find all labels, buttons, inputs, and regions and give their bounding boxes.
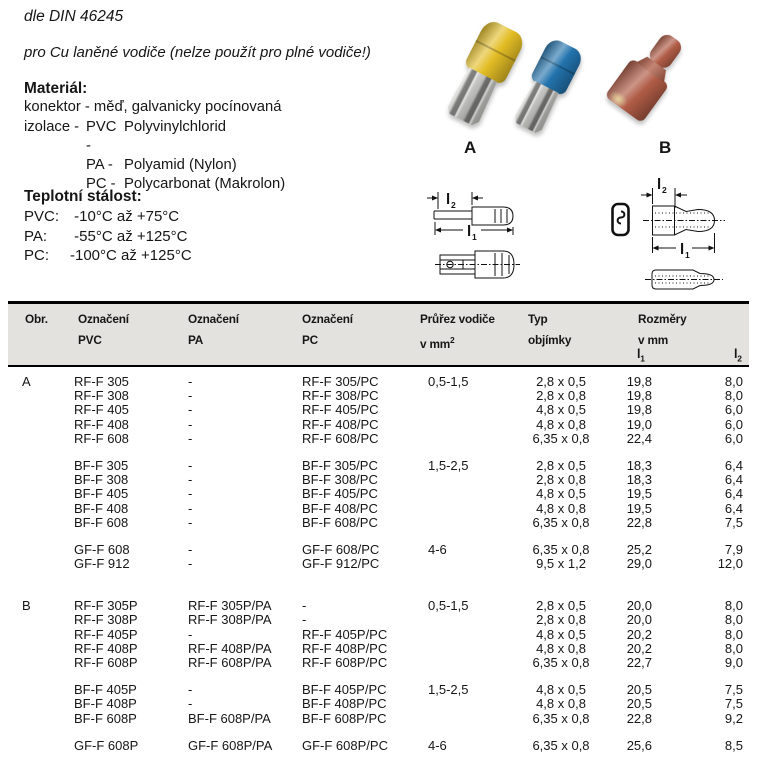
cell-prurez [414,613,510,627]
table-row [8,739,749,753]
cell-l2: 8,5 [724,737,743,753]
cell-pvc: RF-F 408 [74,416,129,432]
col-header-l1: $l_1$ [637,347,645,364]
insulation-name: Polyvinylchlorid [124,118,226,135]
cell-pa: - [188,457,193,473]
cell-obr [8,683,74,697]
cell-pvc: RF-F 405 [74,402,129,418]
cell-pa: - [188,500,193,516]
cell-pc: BF-F 408P/PC [302,696,387,712]
cell-l2: 6,4 [724,500,743,516]
cell-prurez [414,403,510,417]
cell-prurez: 4-6 [428,737,447,753]
cell-l2: 9,0 [724,655,743,670]
cell-prurez: 0,5-1,5 [428,598,469,614]
din-standard-note: dle DIN 46245 [24,8,124,25]
cell-l2: 8,0 [724,640,743,656]
temperature-title: Teplotní stálost: [24,188,142,205]
cell-l2: 8,0 [724,626,743,642]
temp-label: PVC: [24,207,60,225]
table-row [8,473,749,487]
cell-l1: 20,5 [626,696,652,712]
svg-text:l: l [467,223,472,240]
cell-pa: RF-F 608P/PA [188,655,272,670]
table-row [8,389,749,403]
cell-pvc: RF-F 308 [74,388,129,404]
cell-pa: - [188,626,193,642]
table-row [8,375,749,389]
cell-typ: 4,8 x 0,8 [536,696,586,712]
figure-label-a: A [464,138,477,157]
cell-pa: - [188,556,193,572]
col-header-prurez: Průřez vodiče v $mm^2$ [420,312,495,351]
usage-note: pro Cu laněné vodiče (nelze použít pro plné vodiče!) [24,44,371,61]
cell-pvc: BF-F 305 [74,457,129,473]
table-row [8,642,749,656]
cell-l1: 22,8 [626,710,652,726]
cell-prurez: 4-6 [428,541,447,557]
cell-pa: GF-F 608P/PA [188,737,273,753]
cell-obr [8,403,74,417]
table-row [8,516,749,530]
col-header-obr: Obr. [25,312,48,326]
insulation-abbr: PA - [86,157,113,174]
temperature-block [24,187,192,266]
cell-typ: 6,35 x 0,8 [532,514,590,530]
temperature-list [24,207,192,266]
cell-l2: 8,0 [724,374,743,389]
cell-l2: 9,2 [724,710,743,726]
cell-pa: - [188,374,193,389]
cell-pa: RF-F 308P/PA [188,612,272,628]
col-header-pa: Označení PA [188,312,239,347]
cell-l1: 20,0 [626,598,652,614]
table-row [8,683,749,697]
cell-pc: GF-F 912/PC [302,556,380,572]
cell-typ: 4,8 x 0,5 [536,626,586,642]
cell-pc: RF-F 408/PC [302,416,379,432]
cell-pvc: BF-F 308 [74,472,129,488]
cell-l1: 20,5 [626,682,652,698]
table-row [8,557,749,571]
temp-label: PA: [24,227,48,245]
temp-label: PC: [24,247,50,265]
cell-obr: A [22,374,31,389]
temp-value: -55°C až +125°C [70,227,188,245]
cell-l1: 18,3 [626,457,652,473]
cell-obr [8,557,74,571]
cell-pa: - [188,541,193,557]
cell-pa: - [188,486,193,502]
cell-pvc: GF-F 912 [74,556,130,572]
cell-pvc: BF-F 608 [74,514,129,530]
photo-terminal-brown [626,30,672,118]
cell-prurez [414,473,510,487]
cell-l1: 22,7 [626,655,652,670]
cell-l1: 18,3 [626,472,652,488]
cell-obr [8,418,74,432]
cell-obr [8,697,74,711]
cell-obr [8,712,74,726]
cell-l2: 6,0 [724,416,743,432]
svg-text:1: 1 [685,250,690,260]
cell-prurez [414,557,510,571]
cell-pa: - [188,472,193,488]
cell-l1: 19,8 [626,388,652,404]
svg-text:l: l [657,176,662,193]
photo-terminal-blue [528,40,566,133]
cell-obr [8,628,74,642]
cell-obr [8,459,74,473]
cell-l2: 8,0 [724,598,743,614]
svg-text:1: 1 [472,232,477,242]
cell-obr: B [22,598,31,614]
cell-pvc: BF-F 408 [74,500,129,516]
cell-pc: BF-F 308/PC [302,472,378,488]
table-row [8,599,749,613]
drawing-terminal-a [425,183,575,295]
cell-pc: BF-F 305/PC [302,457,378,473]
cell-l2: 12,0 [717,556,743,572]
table-row [8,613,749,627]
insulation-label: izolace - [24,118,80,135]
cell-obr [8,516,74,530]
cell-pvc: RF-F 305 [74,374,129,389]
cell-l1: 19,5 [626,500,652,516]
cell-prurez [414,656,510,670]
cell-prurez [414,642,510,656]
cell-l1: 20,0 [626,612,652,628]
table-row [8,628,749,642]
cell-prurez [414,697,510,711]
cell-l1: 29,0 [626,556,652,572]
cell-prurez [414,389,510,403]
material-block [24,79,285,195]
cell-pc: - [302,598,307,614]
cell-l1: 20,2 [626,626,652,642]
cell-l2: 7,5 [724,682,743,698]
table-group [8,375,749,446]
cell-pvc: BF-F 408P [74,696,137,712]
cell-obr [8,739,74,753]
cell-pc: RF-F 405/PC [302,402,379,418]
cell-pvc: RF-F 608 [74,430,129,446]
cell-obr [8,613,74,627]
col-header-l2: $l_2$ [734,347,742,364]
cell-pvc: BF-F 405P [74,682,137,698]
cell-typ: 4,8 x 0,5 [536,402,586,418]
table-row [8,712,749,726]
cell-obr [8,389,74,403]
table-group [8,543,749,571]
col-header-pc: Označení PC [302,312,353,347]
cell-pc: - [302,612,307,628]
cell-pc: BF-F 408/PC [302,500,378,516]
table-row [8,403,749,417]
cell-pc: BF-F 405P/PC [302,682,387,698]
cell-pa: - [188,682,193,698]
cell-l1: 20,2 [626,640,652,656]
cell-obr [8,502,74,516]
cell-pvc: RF-F 405P [74,626,138,642]
table-body [8,367,749,753]
cell-pa: RF-F 305P/PA [188,598,272,614]
cell-prurez [414,487,510,501]
cell-l1: 19,8 [626,374,652,389]
cell-pc: GF-F 608/PC [302,541,380,557]
cell-obr [8,432,74,446]
cell-pc: BF-F 608P/PC [302,710,387,726]
cell-pc: BF-F 405/PC [302,486,378,502]
table-row [8,502,749,516]
insulation-abbr: PC - [86,176,116,193]
cell-typ: 4,8 x 0,5 [536,682,586,698]
table-group [8,683,749,726]
photo-terminal-yellow [462,22,506,125]
material-title: Materiál: [24,80,88,97]
cell-pc: RF-F 608P/PC [302,655,388,670]
cell-l2: 7,9 [724,541,743,557]
table-section [8,599,749,753]
table-header [8,304,749,365]
product-table [8,301,749,753]
cell-typ: 2,8 x 0,5 [536,374,586,389]
spacer [24,156,86,175]
cell-typ: 6,35 x 0,8 [532,710,590,726]
cell-prurez: 1,5-2,5 [428,682,469,698]
table-section [8,375,749,571]
cell-l1: 25,2 [626,541,652,557]
cell-pc: RF-F 405P/PC [302,626,388,642]
cell-l2: 6,4 [724,486,743,502]
cell-l1: 19,0 [626,416,652,432]
cell-prurez: 0,5-1,5 [428,374,469,389]
cell-typ: 6,35 x 0,8 [532,430,590,446]
svg-text:2: 2 [451,200,456,210]
cell-l2: 8,0 [724,388,743,404]
cell-typ: 4,8 x 0,5 [536,486,586,502]
cell-prurez [414,502,510,516]
cell-typ: 9,5 x 1,2 [536,556,586,572]
cell-pc: RF-F 308/PC [302,388,379,404]
table-row [8,697,749,711]
table-row [8,432,749,446]
table-group [8,739,749,753]
cell-obr [8,473,74,487]
cell-typ: 4,8 x 0,8 [536,416,586,432]
figure-label-b: B [659,138,672,157]
cell-pvc: RF-F 305P [74,598,138,614]
cell-prurez [414,432,510,446]
cell-typ: 4,8 x 0,8 [536,500,586,516]
cell-typ: 2,8 x 0,5 [536,457,586,473]
cell-l2: 7,5 [724,696,743,712]
cell-typ: 2,8 x 0,8 [536,388,586,404]
cell-pc: GF-F 608P/PC [302,737,388,753]
cell-typ: 2,8 x 0,8 [536,472,586,488]
cell-l1: 19,5 [626,486,652,502]
cell-l1: 25,6 [626,737,652,753]
cell-l2: 6,0 [724,430,743,446]
svg-text:l: l [446,191,451,208]
cell-obr [8,487,74,501]
cell-l2: 6,4 [724,457,743,473]
insulation-abbr: PVC - [86,118,117,154]
svg-text:l: l [680,241,685,258]
cell-pa: - [188,388,193,404]
table-group [8,599,749,670]
cell-pa: - [188,514,193,530]
cell-l1: 22,4 [626,430,652,446]
cell-pvc: RF-F 308P [74,612,138,628]
col-header-pvc: Označení PVC [78,312,129,347]
cell-obr [8,543,74,557]
cell-pa: - [188,696,193,712]
cell-obr [8,642,74,656]
table-group [8,459,749,530]
cell-prurez: 1,5-2,5 [428,457,469,473]
cell-pa: - [188,430,193,446]
temp-value: -100°C až +125°C [70,247,192,265]
cell-pa: BF-F 608P/PA [188,710,271,726]
cell-pa: - [188,402,193,418]
insulation-name: Polyamid (Nylon) [124,157,237,174]
cell-pvc: GF-F 608P [74,737,139,753]
cell-typ: 4,8 x 0,8 [536,640,586,656]
table-row [8,656,749,670]
material-conductor-line: konektor - měď, galvanicky pocínovaná [24,99,282,116]
cell-pvc: BF-F 608P [74,710,137,726]
drawing-terminal-b [593,175,764,300]
cell-typ: 6,35 x 0,8 [532,541,590,557]
cell-pc: BF-F 608/PC [302,514,378,530]
table-row [8,459,749,473]
col-header-rozmery: Rozměry v mm [638,312,687,347]
table-row [8,543,749,557]
cell-pvc: BF-F 405 [74,486,129,502]
cell-pa: RF-F 408P/PA [188,640,272,656]
table-row [8,487,749,501]
cell-pc: RF-F 408P/PC [302,640,388,656]
cell-l2: 7,5 [724,514,743,530]
cell-pvc: RF-F 608P [74,655,138,670]
cell-typ: 2,8 x 0,8 [536,612,586,628]
cell-prurez [414,712,510,726]
cell-typ: 2,8 x 0,5 [536,598,586,614]
cell-pvc: GF-F 608 [74,541,130,557]
cell-prurez [414,516,510,530]
cell-pvc: RF-F 408P [74,640,138,656]
cell-l2: 6,0 [724,402,743,418]
col-header-typ: Typ objímky [528,312,572,347]
insulation-list [24,118,285,195]
cell-pa: - [188,416,193,432]
svg-text:2: 2 [662,185,667,195]
cell-typ: 6,35 x 0,8 [532,737,590,753]
cell-pc: RF-F 305/PC [302,374,379,389]
cell-l1: 22,8 [626,514,652,530]
cell-obr [8,656,74,670]
cell-prurez [414,418,510,432]
cell-pc: RF-F 608/PC [302,430,379,446]
cell-l2: 8,0 [724,612,743,628]
cell-prurez [414,628,510,642]
cell-l2: 6,4 [724,472,743,488]
insulation-name: Polycarbonat (Makrolon) [124,176,286,193]
cell-l1: 19,8 [626,402,652,418]
table-row [8,418,749,432]
temp-value: -10°C až +75°C [70,207,180,225]
cell-typ: 6,35 x 0,8 [532,655,590,670]
